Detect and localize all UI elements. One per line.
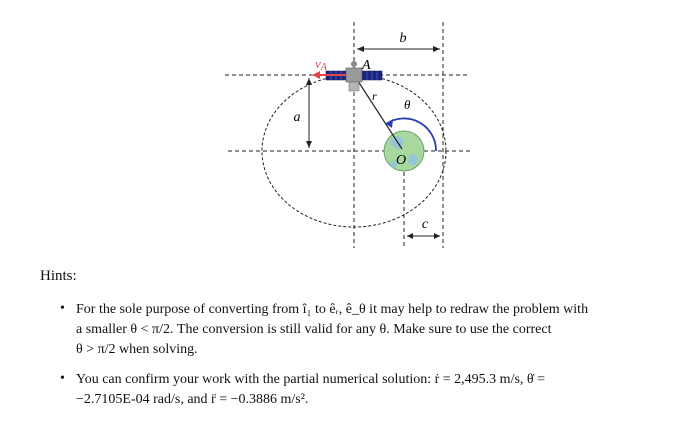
- a-arrow-head-bottom: [306, 141, 312, 148]
- hints-title: Hints:: [40, 268, 77, 284]
- O-label: O: [396, 153, 407, 168]
- hint-2-line-1: You can confirm your work with the partial numerical solution: ṙ = 2,495.3 m/s, θ̇ =: [76, 372, 546, 387]
- hint-1-line-2: a smaller θ < π/2. The conversion is still valid for any θ. Make sure to use the correct: [76, 322, 552, 337]
- hint-1-line-3: θ > π/2 when solving.: [76, 342, 198, 357]
- hint-1-line-1: For the sole purpose of converting from î₁ to êᵣ, ê_θ it may help to redraw the problem with: [76, 302, 589, 317]
- c-arrow-head-right: [434, 233, 440, 239]
- r-line: [356, 78, 402, 149]
- hint-2-line-2: −2.7105E-04 rad/s, and r̈ = −0.3886 m/s².: [76, 392, 309, 407]
- A-label: A: [362, 58, 371, 73]
- c-arrow-head-left: [407, 233, 413, 239]
- hint-2: [76, 370, 666, 410]
- r-label: r: [372, 89, 377, 103]
- b-arrow-head-left: [357, 46, 364, 52]
- bullet-dot-2: •: [60, 371, 65, 386]
- velocity-arrowhead: [312, 71, 320, 79]
- bullet-dot-1: •: [60, 301, 65, 316]
- c-label: c: [421, 217, 429, 232]
- theta-label: θ: [404, 97, 411, 112]
- hint-1: [76, 300, 666, 360]
- a-label: a: [293, 110, 301, 125]
- b-arrow-head-right: [433, 46, 440, 52]
- b-label: b: [399, 31, 407, 46]
- a-arrow-head-top: [306, 78, 312, 85]
- vA-label: vA: [315, 56, 327, 73]
